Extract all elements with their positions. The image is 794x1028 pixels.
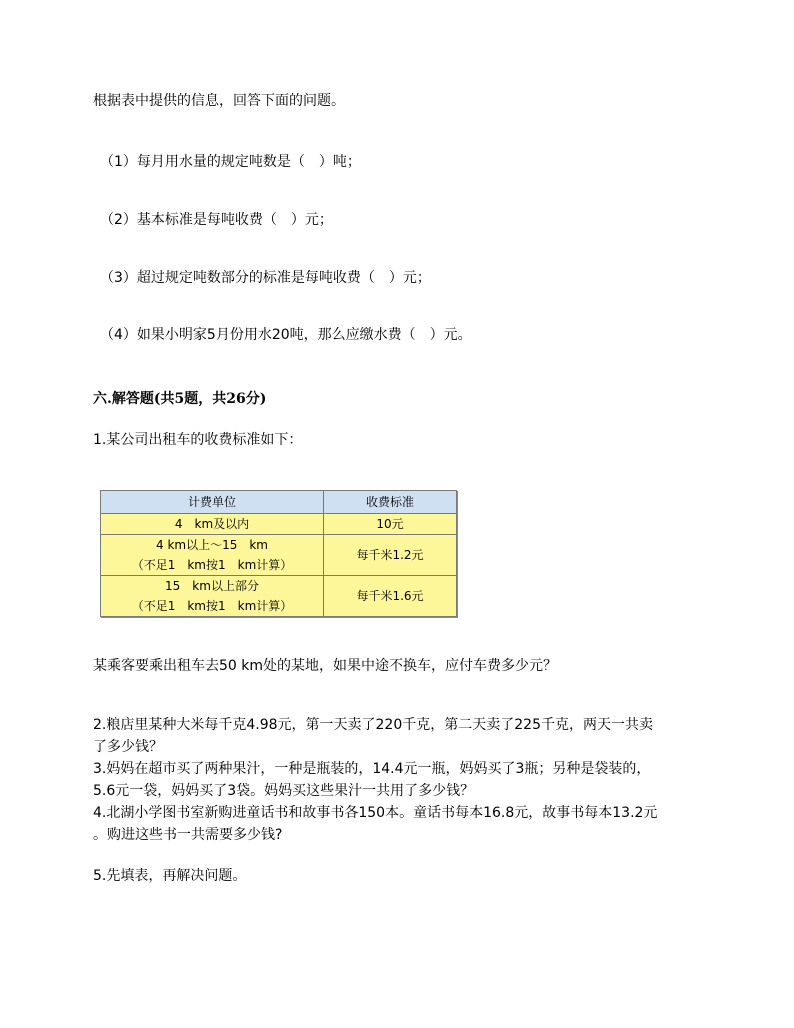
fee-table-header-fee: 收费标准: [324, 491, 457, 514]
fee-table-unit-note: （不足1 km按1 km计算）: [131, 558, 293, 572]
problem-2-line-2: 了多少钱？: [93, 739, 163, 755]
fee-table-fee-cell: 每千米1.2元: [324, 535, 457, 576]
fee-table-unit-line: 4 km以上～15 km: [156, 538, 268, 552]
question-2: （2）基本标准是每吨收费（ ）元；: [100, 212, 333, 228]
table-row: [101, 514, 457, 535]
fee-table-unit-cell: [101, 535, 324, 576]
table-row: [101, 576, 457, 617]
fee-table-unit-line: 15 km以上部分: [165, 579, 259, 593]
question-3: （3）超过规定吨数部分的标准是每吨收费（ ）元；: [100, 270, 431, 286]
fee-table-unit-line: 4 km及以内: [174, 517, 250, 531]
problem-3-line-2: 5.6元一袋，妈妈买了3袋。妈妈买这些果汁一共用了多少钱？: [93, 783, 475, 799]
problem-4-line-2: 。购进这些书一共需要多少钱?: [93, 827, 283, 843]
question-1: （1）每月用水量的规定吨数是（ ）吨；: [100, 154, 361, 170]
problem-1-question: 某乘客要乘出租车去50 km处的某地，如果中途不换车，应付车费多少元？: [93, 658, 558, 674]
intro-text: 根据表中提供的信息，回答下面的问题。: [93, 93, 345, 109]
fee-table: [100, 490, 457, 617]
section-title: 六.解答题(共5题，共26分): [93, 391, 267, 407]
problem-4-line-1: 4.北湖小学图书室新购进童话书和故事书各150本。童话书每本16.8元，故事书每本13.2元: [93, 805, 658, 821]
question-4: （4）如果小明家5月份用水20吨，那么应缴水费（ ）元。: [100, 327, 472, 343]
fee-table-header-row: [101, 491, 457, 514]
fee-table-fee-cell: 每千米1.6元: [324, 576, 457, 617]
problem-3-line-1: 3.妈妈在超市买了两种果汁，一种是瓶装的，14.4元一瓶，妈妈买了3瓶；另种是袋装的，: [93, 761, 651, 777]
fee-table-unit-cell: [101, 514, 324, 535]
fee-table-header-unit: 计费单位: [101, 491, 324, 514]
fee-table-unit-cell: [101, 576, 324, 617]
fee-table-unit-note: （不足1 km按1 km计算）: [131, 599, 293, 613]
table-row: [101, 535, 457, 576]
problem-1-title: 1.某公司出租车的收费标准如下：: [93, 432, 303, 448]
problem-5-text: 5.先填表，再解决问题。: [93, 868, 247, 884]
fee-table-fee-cell: 10元: [324, 514, 457, 535]
problem-2-line-1: 2.粮店里某种大米每千克4.98元，第一天卖了220千克，第二天卖了225千克，两天一共卖: [93, 717, 653, 733]
